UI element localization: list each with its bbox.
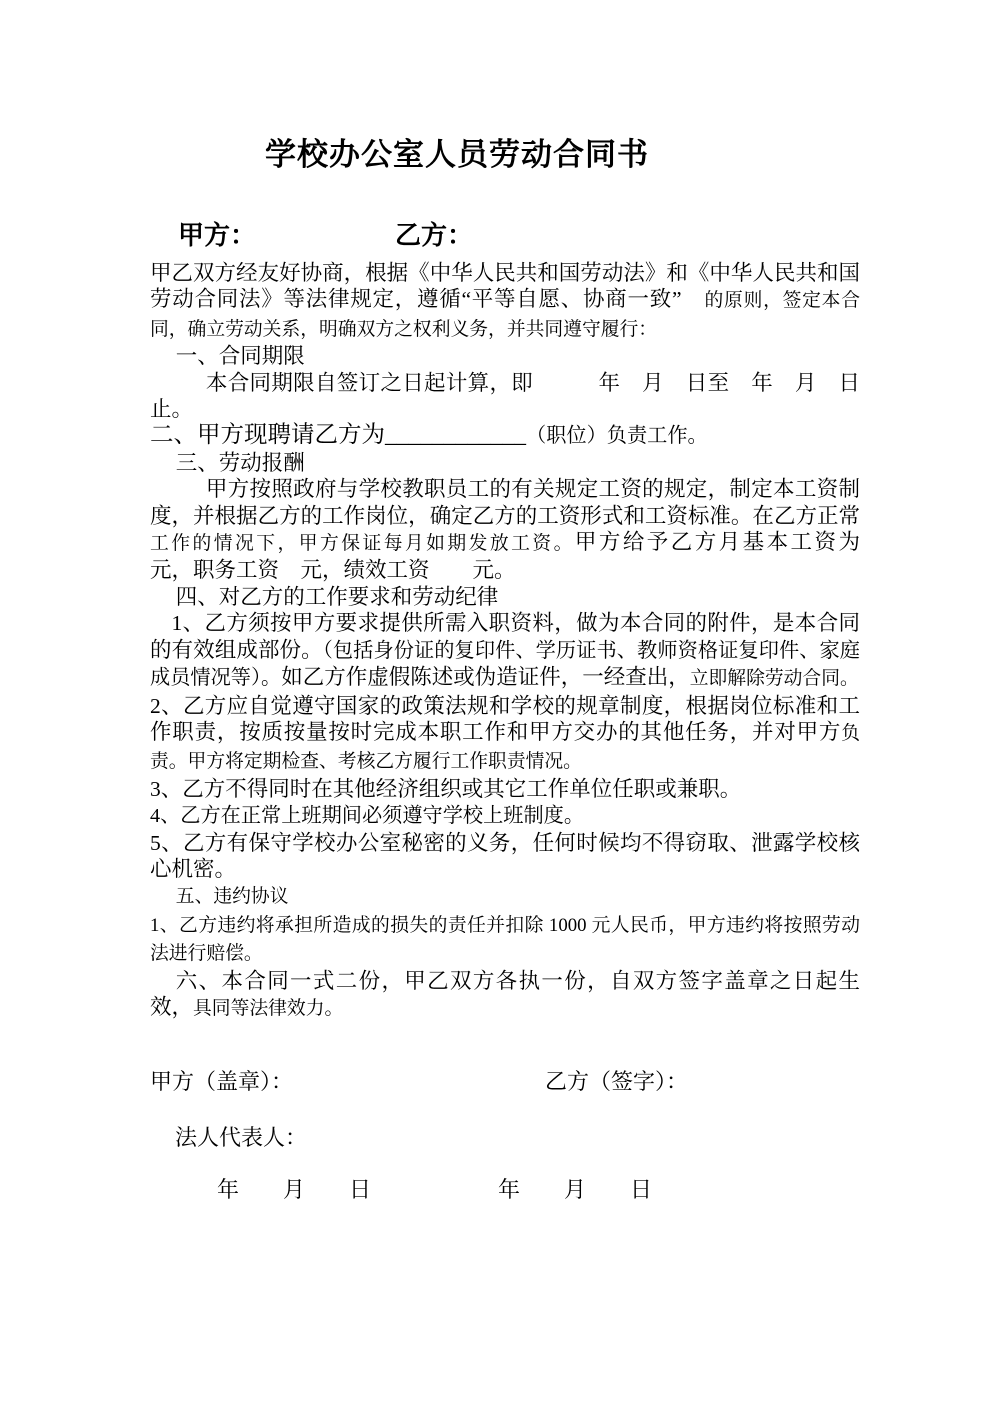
text-run: 甲乙双方经友好协商，根据《中华人民共和国劳动法》和《中华人民共和国劳动合同法》等法律规定，遵循“平等自愿、协商一致”: [150, 261, 860, 312]
text-run: （职位）负责工作。: [526, 425, 708, 448]
text-run: 4、乙方在正常上班期间必须遵守学校上班制度。: [150, 805, 585, 828]
text-run: 2、乙方应自觉遵守国家的政策法规和学校的规章制度，根据岗位标准和工作职责，按质按量按时完成本职工作和甲方交办的其他任务，并对甲方: [150, 693, 860, 744]
text-run: （包括身份证的复印件、学历证书、教师资格证复印件、家庭成员情况等）。: [150, 639, 860, 690]
contract-paragraph: [150, 422, 860, 449]
contract-paragraph: [150, 776, 860, 802]
text-run: 如乙方作虚假陈述或伪造证件，一经查出，: [281, 665, 690, 690]
text-run: 五、违约协议: [175, 886, 289, 908]
text-run: 六、本合同一式二份，甲乙双方各执一份，自双方签字盖章之日起生效，: [150, 968, 860, 1019]
date-row: [150, 1176, 860, 1204]
text-run: 二、甲方现聘请乙方为____________: [150, 422, 526, 449]
signature-row: [150, 1068, 860, 1096]
text-run: 三、劳动报酬: [175, 450, 305, 475]
text-run: 工作的情况下，甲方保证每月如期发放工资。: [150, 533, 575, 555]
party-b-sign-label: 乙方（签字）：: [545, 1069, 689, 1095]
contract-paragraph: [150, 610, 860, 692]
contract-paragraph: [150, 693, 860, 776]
contract-paragraph: [150, 968, 860, 1023]
contract-paragraph: [150, 802, 860, 829]
legal-representative-label: 法人代表人：: [175, 1125, 308, 1151]
text-run: 1、乙方须按甲方要求提供所需入职资料，做为本合同的附件，是本合同的有效组成部份。: [150, 611, 860, 662]
text-run: 3、乙方不得同时在其他经济组织或其它工作单位任职或兼职。: [150, 776, 742, 801]
text-run: 甲方给予乙方月基本工资为 元，职务工资 元，绩效工资 元。: [150, 530, 925, 583]
contract-content: [150, 0, 925, 1204]
party-a-date-label: 年 月 日: [217, 1177, 372, 1203]
contract-paragraph: [150, 370, 860, 423]
contract-paragraph: [150, 882, 860, 910]
text-run: 本合同期限自签订之日起计算，即 年 月 日至 年 月 日止。: [150, 370, 860, 422]
text-run: 一、合同期限: [175, 344, 305, 369]
contract-paragraph: [150, 830, 860, 883]
legal-representative-row: [175, 1124, 860, 1152]
text-run: 的原则，签定本合同，确立劳动关系，明确双方之权利义务，并共同遵守履行：: [150, 290, 860, 340]
contract-paragraph: [150, 343, 860, 369]
party-b-date-label: 年 月 日: [498, 1177, 653, 1203]
text-run: 四、对乙方的工作要求和劳动纪律: [175, 584, 499, 609]
party-a-seal-label: 甲方（盖章）：: [150, 1069, 294, 1095]
party-b-label: 乙方：: [395, 220, 474, 250]
text-run: 负责。甲方将定期检查、考核乙方履行工作职责情况。: [150, 722, 860, 773]
contract-paragraph: [150, 911, 860, 968]
text-run: 1、乙方违约将承担所造成的损失的责任并扣除 1000 元人民币，甲方违约将按照劳动法进行赔偿。: [150, 914, 860, 965]
document-title: 学校办公室人员劳动合同书: [265, 137, 649, 172]
contract-paragraph: [150, 450, 860, 476]
text-run: 甲方按照政府与学校教职员工的有关规定工资的规定，制定本工资制度，并根据乙方的工作岗位，确定乙方的工资形式和工资标准。在乙方正常: [150, 477, 860, 528]
contract-paragraph: [150, 584, 860, 610]
text-run: 5、乙方有保守学校办公室秘密的义务，任何时候均不得窃取、泄露学校核心机密。: [150, 830, 860, 881]
text-run: 具同等法律效力。: [193, 997, 344, 1019]
text-run: 立即解除劳动合同。: [689, 668, 859, 690]
contract-paragraph: [150, 476, 925, 584]
party-a-label: 甲方：: [178, 220, 257, 250]
contract-paragraph: [150, 260, 860, 343]
contract-body: [150, 260, 925, 1022]
party-header-line: [150, 220, 860, 250]
